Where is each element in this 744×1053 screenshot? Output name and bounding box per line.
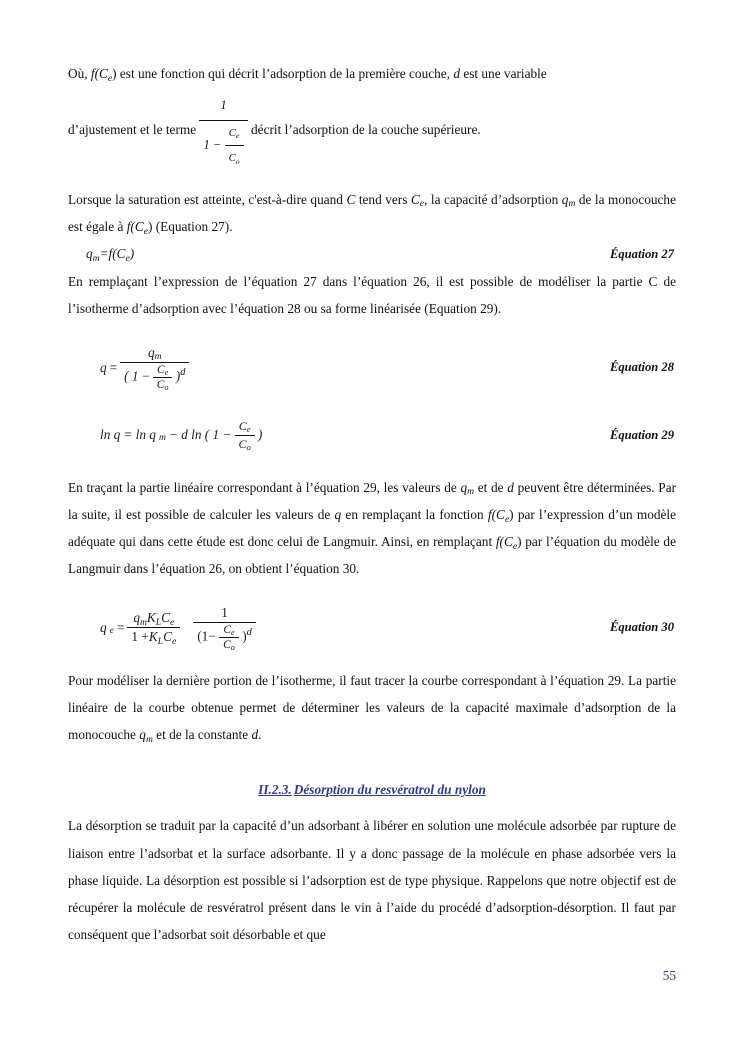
- paragraph-intro: [68, 60, 676, 87]
- eq30-f1-den-1: 1 +: [131, 629, 149, 644]
- eq29-frac-num: C: [238, 418, 247, 433]
- eq30-f1-q: q: [133, 610, 141, 625]
- eq28-denominator: [120, 363, 189, 391]
- eq30-frac1-den: [127, 628, 180, 645]
- eq28-numerator: [120, 345, 189, 363]
- paragraph-desorption: La désorption se traduit par la capacité d’un adsorbant à libérer en solution une molécule adsorbée par rupture de liaison entre l’adsorbat et la surface adsorbante. Il y a donc passage de la molécule en phase adsorbée vers la phase liquide. La désorption est possible si l’adsorption est de type physique. Rappelons que notre objectif est de récupérer la molécule de resvératrol présent dans le vin à l’aide du procédé d’adsorption-désorption. Il faut par conséquent que l’adsorbat soit désorbable et que: [68, 818, 676, 943]
- equation-29-row: [68, 419, 676, 452]
- eq30-f1-C: C: [161, 610, 170, 625]
- eq29-frac-num-sub: e: [246, 424, 251, 435]
- p1-text-a: Où,: [68, 66, 88, 81]
- p4-text-3: peuvent être déterminées. Par la suite, il est possible de calculer les valeurs de: [68, 479, 677, 522]
- p4-fce-sub: e: [504, 513, 510, 525]
- page-content: [68, 60, 676, 955]
- paragraph-last-portion: [68, 667, 676, 749]
- eq30-f2-num-C-sub: e: [230, 627, 235, 637]
- p4-d: d: [507, 479, 514, 495]
- equation-29-label: Équation 29: [609, 427, 674, 442]
- equation-29-body: [68, 419, 262, 452]
- inline-fraction-upper-layer: [199, 93, 247, 169]
- eq27-close: ): [129, 246, 135, 261]
- inline-frac-den: [199, 121, 247, 169]
- eq27-q-sub: m: [92, 252, 100, 264]
- p2-qm: q: [561, 191, 569, 207]
- paragraph-saturation: [68, 186, 676, 241]
- eq30-lhs: q: [100, 619, 107, 635]
- eq28-lhs: q: [100, 359, 107, 375]
- eq29-lhs: ln q: [100, 427, 121, 442]
- p2-text-a: Lorsque la saturation est atteinte, c'est-à-dire quand: [68, 191, 343, 207]
- eq30-lhs-sub: e: [109, 624, 114, 636]
- p5-text-2: et de la constante: [156, 727, 249, 742]
- eq30-f2-exp: d: [246, 626, 252, 638]
- p4-qm: q: [460, 479, 468, 495]
- inline-frac-den-den: C: [228, 152, 236, 165]
- p2-qm-sub: m: [568, 198, 576, 210]
- equation-30-row: [68, 605, 676, 651]
- p1-text-e: est une variable: [463, 66, 547, 81]
- inline-frac-den-num: C: [228, 127, 237, 140]
- eq28-num-q: q: [148, 344, 155, 360]
- eq30-f1-C-sub: e: [170, 616, 175, 628]
- equation-28-label: Équation 28: [609, 360, 674, 374]
- p4-text-6: ) par l’équation du modèle de Langmuir dans l’équation 26, on obtient l’équation 30.: [68, 534, 676, 577]
- eq28-den-frac-num-sub: e: [164, 367, 169, 377]
- equation-27-row: [68, 246, 676, 262]
- eq30-f1-den-C: C: [163, 629, 172, 644]
- eq28-den-exp: d: [180, 366, 186, 378]
- p4-qm-sub: m: [467, 486, 475, 498]
- eq28-den-frac-den: C: [156, 378, 165, 391]
- p4-fce: f(C: [487, 506, 505, 522]
- eq29-close: ): [257, 427, 263, 442]
- p1-fce: f(C: [90, 66, 108, 81]
- eq29-rhs-1-sub: m: [158, 432, 166, 444]
- eq30-frac2-den: [193, 623, 256, 651]
- eq28-den-frac-den-sub: o: [164, 382, 169, 392]
- eq30-f1-K-sub: L: [155, 616, 162, 628]
- eq30-f2-open: (1: [197, 628, 209, 644]
- p2-text-c: , la capacité d’adsorption: [424, 191, 559, 207]
- p2-text-d: de la monocouche est égale à: [68, 191, 676, 234]
- inline-frac-num: 1: [199, 93, 247, 121]
- inline-frac-den-num-sub: e: [236, 131, 240, 141]
- p4-text-5: ) par l’expression d’un modèle adéquate qui dans cette étude est donc celui de Langmuir. Ainsi, en remplaçant: [68, 506, 677, 549]
- eq27-rest: =f(C: [99, 246, 126, 261]
- eq30-f1-den-K-sub: L: [157, 635, 164, 647]
- eq27-rest-sub: e: [125, 252, 130, 264]
- inline-frac-den-den-sub: o: [235, 156, 240, 166]
- inline-frac-den-1: 1 −: [203, 137, 222, 152]
- paragraph-linear-part: [68, 474, 676, 583]
- p4-text-1: En traçant la partie linéaire correspondant à l’équation 29, les valeurs de: [68, 479, 457, 495]
- eq30-f2-close: ): [242, 628, 247, 644]
- p1-text-f: d’ajustement et le terme: [68, 122, 197, 138]
- p4-text-2: et de: [477, 479, 504, 495]
- eq30-f2-num-C: C: [223, 623, 231, 636]
- eq30-f2-den-C: C: [223, 638, 231, 651]
- eq28-den-open: ( 1: [124, 368, 139, 384]
- eq30-f2-den-C-sub: o: [230, 642, 235, 652]
- equation-30-label: Équation 30: [609, 620, 674, 634]
- p5-text-1: Pour modéliser la dernière portion de l’isotherme, il faut tracer la courbe correspondant à l’équation 29. La partie linéaire de la courbe obtenue permet de déterminer les valeurs de la capacité maximale d’adsorption de la monocouche: [68, 672, 676, 742]
- equation-27-body: [68, 246, 134, 262]
- eq29-rhs-1: = ln q: [123, 427, 156, 442]
- eq29-rhs-2: − d ln ( 1 −: [168, 427, 232, 442]
- eq28-equals: =: [109, 359, 118, 375]
- eq30-equals: =: [116, 619, 125, 635]
- eq29-frac-den-sub: o: [246, 442, 251, 453]
- equation-28-row: [68, 345, 676, 391]
- p2-text-b: tend vers: [358, 191, 408, 207]
- section-heading: [68, 782, 676, 798]
- eq30-f2-minus: −: [208, 628, 216, 644]
- eq28-den-minus: −: [141, 368, 150, 384]
- paragraph-intro-2: [68, 93, 676, 169]
- eq28-den-close: ): [175, 368, 181, 384]
- p2-C: C: [346, 191, 356, 207]
- section-number: II.2.3.: [258, 782, 292, 798]
- p5-qm-sub: m: [145, 733, 153, 745]
- eq30-frac2-num: 1: [193, 605, 256, 623]
- eq30-frac1-num: [127, 610, 180, 628]
- p2-text-f: ) (Equation 27).: [147, 218, 233, 234]
- p1-text-c: ) est une fonction qui décrit l’adsorption de la première couche,: [112, 66, 450, 81]
- p4-q: q: [334, 506, 342, 522]
- p2-Ce: C: [410, 191, 420, 207]
- p5-qm: q: [139, 727, 146, 742]
- p4-fce2-sub: e: [512, 540, 518, 552]
- p5-text-3: .: [258, 727, 262, 742]
- eq27-q: q: [86, 246, 93, 261]
- section-title: Désorption du resvératrol du nylon: [293, 782, 486, 798]
- p1-d: d: [453, 66, 460, 81]
- equation-27-label: Équation 27: [609, 246, 674, 261]
- p4-fce2: f(C: [495, 534, 513, 549]
- p4-text-4: en remplaçant la fonction: [345, 506, 484, 522]
- eq30-f1-den-C-sub: e: [171, 635, 177, 647]
- eq29-frac-den: C: [238, 436, 247, 451]
- eq30-f1-K: K: [146, 610, 156, 625]
- paragraph-replace-27: En remplaçant l’expression de l’équation 27 dans l’équation 26, il est possible de modéliser la partie C de l’isotherme d’adsorption avec l’équation 28 ou sa forme linéarisée (Equation 29).: [68, 274, 676, 317]
- eq30-f1-q-sub: m: [140, 616, 147, 628]
- p2-fce: f(C: [126, 218, 144, 234]
- page-number: 55: [662, 968, 676, 983]
- p5-d: d: [251, 727, 259, 742]
- equation-28-body: [68, 345, 189, 391]
- p1-text-g: décrit l’adsorption de la couche supérieure.: [251, 122, 481, 138]
- equation-30-body: [68, 605, 256, 651]
- eq28-den-frac-num: C: [156, 363, 165, 376]
- eq28-num-q-sub: m: [154, 351, 162, 363]
- eq30-f1-den-K: K: [148, 629, 158, 644]
- p2-Ce-sub: e: [419, 198, 425, 210]
- p2-fce-sub: e: [143, 225, 148, 237]
- p1-fce-sub: e: [107, 72, 113, 84]
